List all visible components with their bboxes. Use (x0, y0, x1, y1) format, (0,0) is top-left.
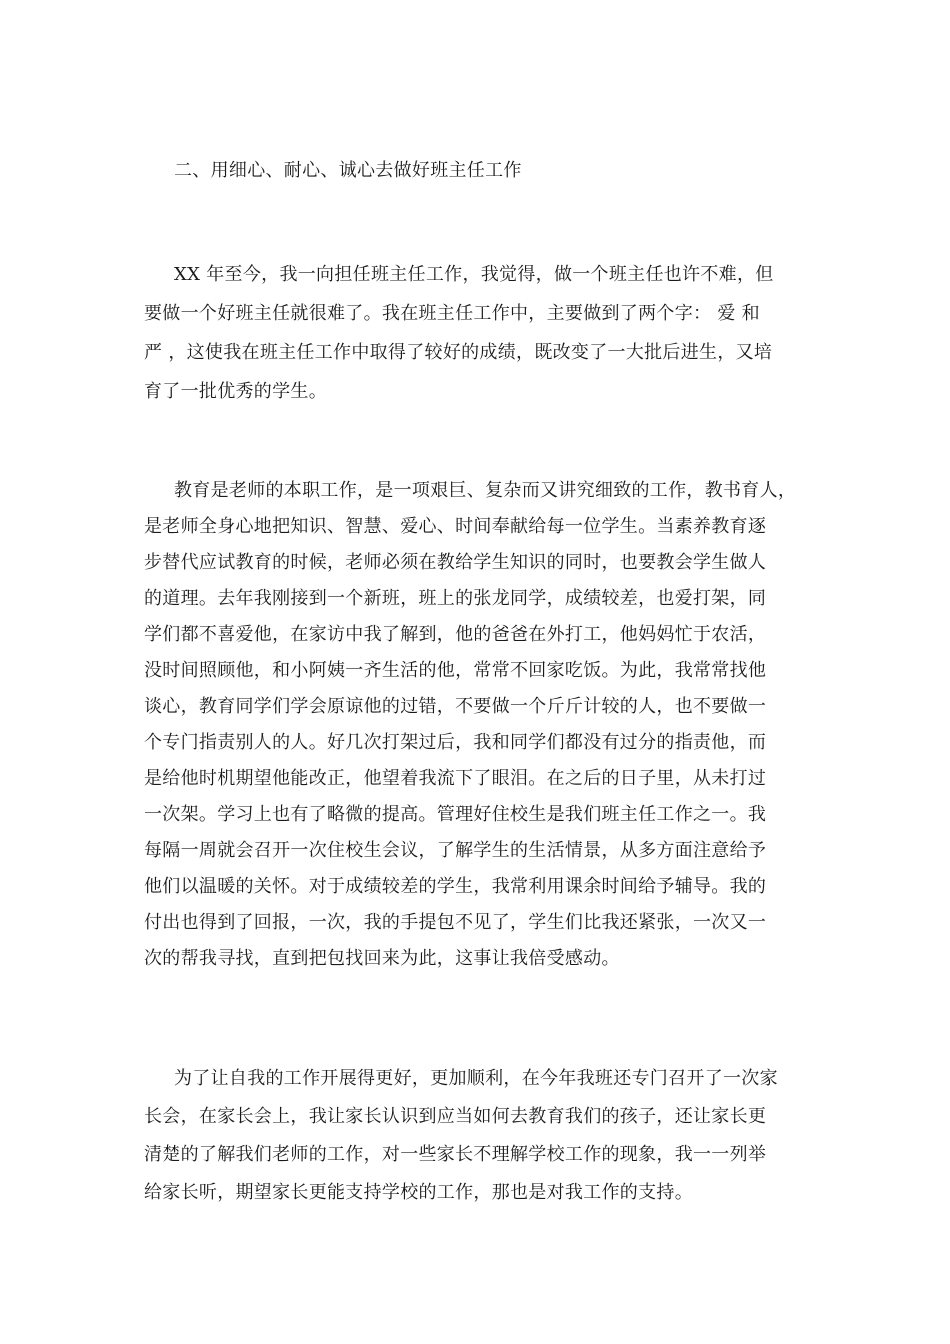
paragraph-line: 给家长听，期望家长更能支持学校的工作，那也是对我工作的支持。 (144, 1182, 693, 1203)
paragraph-line: 为了让自我的工作开展得更好，更加顺利，在今年我班还专门召开了一次家 (174, 1068, 778, 1089)
paragraph-line: 个专门指责别人的人。好几次打架过后，我和同学们都没有过分的指责他，而 (144, 732, 767, 753)
paragraph-line: 长会，在家长会上，我让家长认识到应当如何去教育我们的孩子，还让家长更 (144, 1106, 767, 1127)
paragraph-line: 教育是老师的本职工作，是一项艰巨、复杂而又讲究细致的工作，教书育人， (174, 480, 797, 501)
paragraph-line: 步替代应试教育的时候，老师必须在教给学生知识的同时，也要教会学生做人 (144, 552, 767, 573)
paragraph-line: 清楚的了解我们老师的工作，对一些家长不理解学校工作的现象，我一一列举 (144, 1144, 767, 1165)
paragraph-2 (144, 476, 844, 974)
paragraph-line: 育了一批优秀的学生。 (144, 381, 327, 402)
paragraph-line: 学们都不喜爱他，在家访中我了解到，他的爸爸在外打工，他妈妈忙于农活， (144, 624, 767, 645)
paragraph-line: 是老师全身心地把知识、智慧、爱心、时间奉献给每一位学生。当素养教育逐 (144, 516, 767, 537)
paragraph-1 (144, 260, 844, 407)
paragraph-line: 是给他时机期望他能改正，他望着我流下了眼泪。在之后的日子里，从未打过 (144, 768, 767, 789)
paragraph-line: 次的帮我寻找，直到把包找回来为此，这事让我倍受感动。 (144, 948, 620, 969)
paragraph-line: 要做一个好班主任就很难了。我在班主任工作中，主要做到了两个字： 爱 和 (144, 303, 760, 324)
paragraph-line: 严 ，这使我在班主任工作中取得了较好的成绩，既改变了一大批后进生，又培 (144, 342, 773, 363)
section-heading: 二、用细心、耐心、诚心去做好班主任工作 (174, 160, 522, 181)
paragraph-line: XX 年至今，我一向担任班主任工作，我觉得，做一个班主任也许不难，但 (174, 264, 774, 285)
paragraph-line: 谈心，教育同学们学会原谅他的过错，不要做一个斤斤计较的人，也不要做一 (144, 696, 767, 717)
paragraph-line: 的道理。去年我刚接到一个新班，班上的张龙同学，成绩较差，也爱打架，同 (144, 588, 767, 609)
paragraph-3 (144, 1064, 844, 1208)
paragraph-line: 付出也得到了回报，一次，我的手提包不见了，学生们比我还紧张，一次又一 (144, 912, 767, 933)
paragraph-line: 每隔一周就会召开一次住校生会议，了解学生的生活情景，从多方面注意给予 (144, 840, 767, 861)
paragraph-line: 一次架。学习上也有了略微的提高。管理好住校生是我们班主任工作之一。我 (144, 804, 767, 825)
paragraph-line: 他们以温暖的关怀。对于成绩较差的学生，我常利用课余时间给予辅导。我的 (144, 876, 767, 897)
paragraph-line: 没时间照顾他，和小阿姨一齐生活的他，常常不回家吃饭。为此，我常常找他 (144, 660, 767, 681)
